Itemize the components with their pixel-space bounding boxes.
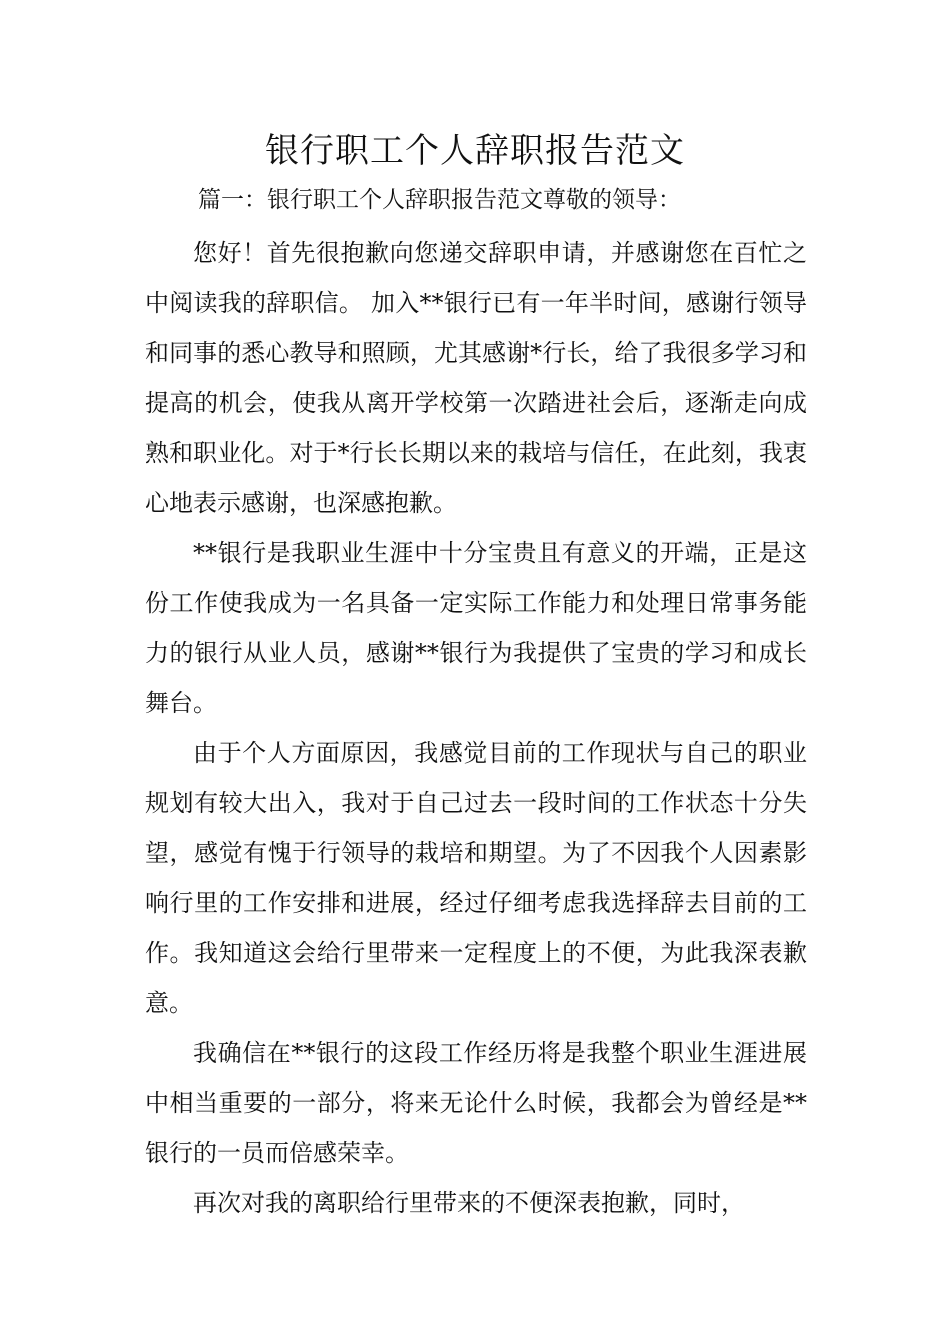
paragraph-gratitude: 我确信在**银行的这段工作经历将是我整个职业生涯进展中相当重要的一部分，将来无论什么时候，我都会为曾经是**银行的一员而倍感荣幸。 [145, 1039, 807, 1167]
paragraph-bank-career: **银行是我职业生涯中十分宝贵且有意义的开端，正是这份工作使我成为一名具备一定实际工作能力和处理日常事务能力的银行从业人员，感谢**银行为我提供了宝贵的学习和成长舞台。 [145, 539, 807, 717]
paragraph-reason: 由于个人方面原因，我感觉目前的工作现状与自己的职业规划有较大出入，我对于自己过去一段时间的工作状态十分失望，感觉有愧于行领导的栽培和期望。为了不因我个人因素影响行里的工作安排和进展，经过仔细考虑我选择辞去目前的工作。我知道这会给行里带来一定程度上的不便，为此我深表歉意。 [145, 739, 807, 1017]
document-title: 银行职工个人辞职报告范文 [265, 131, 685, 171]
paragraph-apology: 再次对我的离职给行里带来的不便深表抱歉，同时， [193, 1189, 745, 1217]
document-body [145, 228, 807, 1228]
document-subtitle: 篇一：银行职工个人辞职报告范文尊敬的领导： [198, 187, 681, 213]
paragraph-greeting: 您好！首先很抱歉向您递交辞职申请，并感谢您在百忙之中阅读我的辞职信。 加入**银行已有一年半时间，感谢行领导和同事的悉心教导和照顾，尤其感谢*行长，给了我很多学习和提高的机会，使我从离开学校第一次踏进社会后，逐渐走向成熟和职业化。对于*行长长期以来的栽培与信任，在此刻，我衷心地表示感谢，也深感抱歉。 [145, 239, 807, 517]
